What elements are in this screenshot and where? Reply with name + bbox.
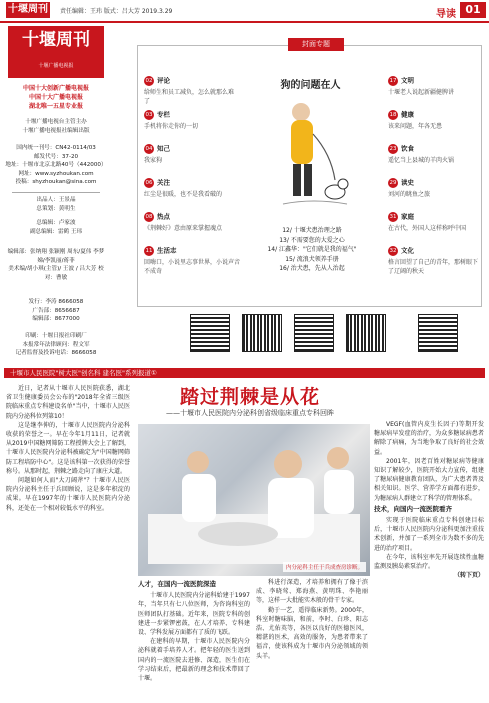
toc-item-31[interactable] bbox=[388, 212, 478, 233]
award-line: 湖北唯一五星专业报 bbox=[28, 103, 83, 110]
toc-title: 健康 bbox=[401, 110, 414, 119]
toc-number: 23 bbox=[389, 146, 397, 152]
toc-sub: 十堰老人说起新疆健脾讲 bbox=[388, 89, 455, 96]
toc-number: 17 bbox=[389, 78, 397, 84]
toc-sub: 刘河的眺鱼之旅 bbox=[388, 191, 431, 198]
feature-subitem[interactable]: 16/ 治犬患，先从人治起 bbox=[279, 265, 345, 272]
paragraph: 近日，记者从十堰市人民医院获悉，湖北省卫生健康委员会公布的"2018年全省三级医院临床重点专科建设名单"当中，十堰市人民医院内分泌科位列第10！ bbox=[6, 385, 130, 420]
toc-title: 关注 bbox=[157, 178, 170, 187]
phone-line: 广告部：8656687 bbox=[32, 307, 80, 314]
toc-sub: 给师生和员工减负，怎么就那么难了 bbox=[144, 89, 235, 105]
toc-number: 29 bbox=[389, 180, 397, 186]
toc-sub: 该来问题，年各无患 bbox=[388, 123, 443, 130]
awards-list bbox=[4, 84, 108, 111]
toc-title: 专栏 bbox=[157, 110, 170, 119]
article-subhead: ——十堰市人民医院内分泌科创省级临床重点专科回眸 bbox=[166, 409, 334, 417]
info-line: 邮发代号：37-20 bbox=[33, 153, 79, 160]
toc-sub: 在古代，外国人这样称呼中国 bbox=[388, 225, 467, 232]
toc-sub: 回嗨口，小说里志事世界，小说声音不成奇 bbox=[144, 259, 241, 275]
toc-number: 02 bbox=[145, 78, 153, 84]
feature-toc-box bbox=[137, 40, 482, 307]
printer-block bbox=[4, 332, 108, 358]
sponsor-line: 十堰广播电视台主管主办 bbox=[25, 119, 87, 125]
feature-subitem[interactable]: 14/ 江鑫华："它们就是我的福气" bbox=[267, 246, 357, 253]
staff-block bbox=[4, 196, 108, 236]
toc-sub: 手机将你走你的一切 bbox=[144, 123, 199, 130]
feature-tab: 封面专题 bbox=[288, 38, 344, 51]
toc-number: 03 bbox=[145, 112, 153, 118]
feature-subitem[interactable]: 13/ 不需要您的大爱之心 bbox=[279, 236, 345, 244]
printer-line: 印刷：十堰日报社印刷厂 bbox=[25, 333, 87, 339]
paragraph: 实现于医院临床重点专科创建目标后，十堰市人民医院内分泌科更加注重技术创新，并加了一系列全市为数不多的先进的治疗项目。 bbox=[374, 517, 484, 552]
feature-illustration bbox=[273, 94, 353, 222]
section-heading: 人才，在国内一流医院深造 bbox=[138, 580, 216, 588]
article-column-1 bbox=[6, 384, 130, 513]
article-column-2 bbox=[138, 578, 250, 683]
toc-sub: 《荆棘好》意由原来掌握魂点 bbox=[144, 225, 223, 232]
sponsor-block bbox=[4, 118, 108, 135]
paragraph: 问题如何人而"大刀阔斧"？十堰市人民医院内分泌科主任于兵回顾说，这是多年积淀的成果。早在1997年的十堰市人民医院内分泌科，还处在一个相对较低水平的科室。 bbox=[6, 477, 130, 512]
printer-line: 记者监督及投诉电话：8666058 bbox=[15, 350, 97, 357]
phone-line: 编辑部：8677000 bbox=[32, 316, 80, 323]
toc-sub: 我家狗 bbox=[144, 157, 163, 164]
toc-number: 08 bbox=[145, 214, 153, 220]
toc-item-04[interactable] bbox=[144, 144, 234, 165]
paragraph: VEGF(血管内皮生长因子)等期开发糖尿病早发症的治疗，为众多糖尿病患者解除了病痛，为当地争取了良好的社会效益。 bbox=[374, 421, 484, 456]
section-title: 导读 bbox=[436, 9, 456, 20]
article-headline: 踏过荆棘是从花 bbox=[179, 386, 320, 408]
qr-code[interactable] bbox=[294, 314, 334, 352]
toc-item-32[interactable] bbox=[388, 246, 478, 276]
paragraph: 勤于一艺，遥得临床新势。2000年，科室时糖味脑，和前，李时、白珍、阳志浩、尤佑英等，各医以良好的医德医风，精湛的医术，高效的服务，为患者带来了福音，使该科成为十堰市内分泌领域的领头羊。 bbox=[256, 606, 368, 660]
continued-note: （转下页） bbox=[453, 572, 484, 580]
staff-line: 副总编辑：雷鹤 王玮 bbox=[29, 228, 83, 235]
printer-line: 本报常年法律顾问：程文军 bbox=[22, 341, 90, 348]
masthead bbox=[8, 26, 104, 78]
toc-title: 读史 bbox=[401, 178, 414, 187]
article-photo bbox=[138, 424, 370, 576]
article-column-4 bbox=[374, 420, 484, 580]
toc-title: 知己 bbox=[157, 144, 170, 153]
paper-logo: 十堰周刊 bbox=[6, 2, 50, 18]
art-line: 美术编/胡小琪(主管)/ 王波 / 吕大芳 校对：曹敏 bbox=[8, 266, 104, 281]
feature-subitem[interactable]: 12/ 十堰犬患治理之路 bbox=[282, 227, 342, 234]
toc-item-29[interactable] bbox=[388, 178, 478, 199]
toc-sub: 红尘是很暖，也不是我看破的 bbox=[144, 191, 223, 198]
qr-code[interactable] bbox=[418, 314, 458, 352]
masthead-title: 十堰周刊 bbox=[22, 30, 90, 50]
info-line: 地址：十堰市北京北路40号（442000） bbox=[5, 162, 107, 169]
paragraph: 在建科的早期，十堰市人民医院内分泌科就着手培养人才。把年轻的医生送到国内的一流医院去进修、深造，医生们在学习结束后，把最新的理念和技术带回了十堰。 bbox=[138, 638, 250, 683]
toc-title: 热点 bbox=[157, 212, 170, 221]
editors-line: 编辑部：张纳翔 张颖刚 周东/夏伟 李梦娣/李凯丽/蒋菲 bbox=[7, 249, 105, 264]
section-heading: 技术，向国内一流医院看齐 bbox=[374, 504, 452, 513]
staff-line: 总编辑：卢家波 bbox=[36, 220, 76, 227]
toc-item-02[interactable] bbox=[144, 76, 234, 106]
website-link[interactable]: 网址：www.syzhoukan.com bbox=[18, 170, 94, 177]
paragraph: 2001年，因老百姓对糖尿病等健康知识了解较少，医院开始大力宣传，组建了糖尿病健康教育团队，为广大患者普及相关知识。医学、营养学方面都有进步，为糖尿病人群建立了科学的管理体系。 bbox=[374, 457, 484, 502]
paragraph: 这是继李伸的，十堰市人民医院内分泌科收获的荣誉之一。早在今年1月11日，记者就从2019中国糖网筛防工程授牌大会上了解到，十堰市人民医院内分泌科被确定为"中国糖网筛防工程培防中心"。这是该科第一次获得的荣誉称号。从那时起，荆棘之路走向了康庄大道。 bbox=[6, 421, 130, 475]
publication-info bbox=[4, 144, 108, 187]
qr-code[interactable] bbox=[242, 314, 282, 352]
feature-subitems bbox=[256, 226, 368, 274]
toc-item-03[interactable] bbox=[144, 110, 234, 131]
feature-subitem[interactable]: 15/ 流浪犬领养手册 bbox=[285, 255, 339, 263]
toc-title: 家庭 bbox=[401, 212, 414, 221]
toc-number: 06 bbox=[145, 180, 153, 186]
editors-block bbox=[4, 248, 108, 282]
header-rule bbox=[0, 21, 489, 23]
phone-line: 发行：李涛 8666058 bbox=[28, 299, 84, 305]
award-line: 中国十大广播电视报 bbox=[28, 94, 83, 101]
editor-meta: 责任编辑：王玮 版式：吕大芳 2019.3.29 bbox=[60, 8, 173, 15]
article-column-3 bbox=[256, 578, 368, 661]
toc-number: 31 bbox=[389, 214, 397, 220]
email-link[interactable]: 投稿：shyzhoukan@sina.com bbox=[15, 179, 97, 186]
masthead-column bbox=[4, 26, 108, 366]
toc-title: 生活志 bbox=[157, 246, 177, 255]
feature-title: 狗的问题在人 bbox=[280, 80, 341, 91]
divider bbox=[12, 192, 100, 193]
toc-item-17[interactable] bbox=[388, 76, 478, 97]
toc-item-08[interactable] bbox=[144, 212, 234, 233]
toc-number: 04 bbox=[145, 146, 153, 152]
paragraph: 在今年，该科室率先开展连续性血糖监测及胰岛素泵治疗。 bbox=[374, 553, 484, 571]
toc-item-23[interactable] bbox=[388, 144, 478, 165]
toc-title: 文化 bbox=[401, 246, 414, 255]
masthead-subtitle: 十堰广播电视报 bbox=[38, 63, 74, 69]
doctor-patient-image bbox=[138, 424, 370, 576]
qr-code[interactable] bbox=[346, 314, 386, 352]
info-line: 国内统一刊号：CN42-0114/03 bbox=[16, 145, 96, 151]
paragraph: 科进行深造，才培养和拥有了像于滨成、李晓莺、郑海燕、黄明珠、李艳丽等，这样一大批能实木般的骨干专家。 bbox=[256, 579, 368, 605]
qr-code[interactable] bbox=[190, 314, 230, 352]
toc-number: 32 bbox=[389, 248, 397, 254]
toc-sub: 遥忆当上县城的羊肉火锅 bbox=[388, 157, 455, 164]
toc-number: 18 bbox=[389, 112, 397, 118]
page-number: 01 bbox=[460, 2, 486, 18]
staff-line: 总策划：黄明生 bbox=[36, 205, 76, 212]
series-banner: 十堰市人民医院"树大医"创名科 建名医"系列报道① bbox=[4, 368, 485, 378]
sponsor-line: 十堰广播电视报社编辑出版 bbox=[22, 127, 90, 134]
toc-title: 评论 bbox=[157, 76, 170, 85]
toc-number: 11 bbox=[145, 248, 153, 254]
photo-caption: 内分泌科主任于兵成查房诊断。 bbox=[283, 562, 366, 572]
toc-title: 文明 bbox=[401, 76, 414, 85]
paragraph: 十堰市人民医院内分泌科始建于1997年，当年只有七八位医师，为咨询科室的医师团队打基础。近年来，医院专科的创建进一步紧锣密鼓，在人才培养、专科建设、学科发展方面都有了质的飞跃。 bbox=[138, 592, 250, 637]
award-line: 中国十大创新广播电视报 bbox=[22, 85, 89, 92]
toc-title: 饮食 bbox=[401, 144, 414, 153]
phones-block bbox=[4, 298, 108, 324]
toc-item-06[interactable] bbox=[144, 178, 234, 199]
page-header bbox=[0, 0, 489, 22]
toc-item-11[interactable] bbox=[144, 246, 244, 276]
toc-sub: 格言回望了自己的青年，那树眼下了辽阔的秋天 bbox=[388, 259, 479, 275]
staff-line: 出品人：王景晶 bbox=[36, 197, 76, 203]
toc-item-18[interactable] bbox=[388, 110, 478, 131]
